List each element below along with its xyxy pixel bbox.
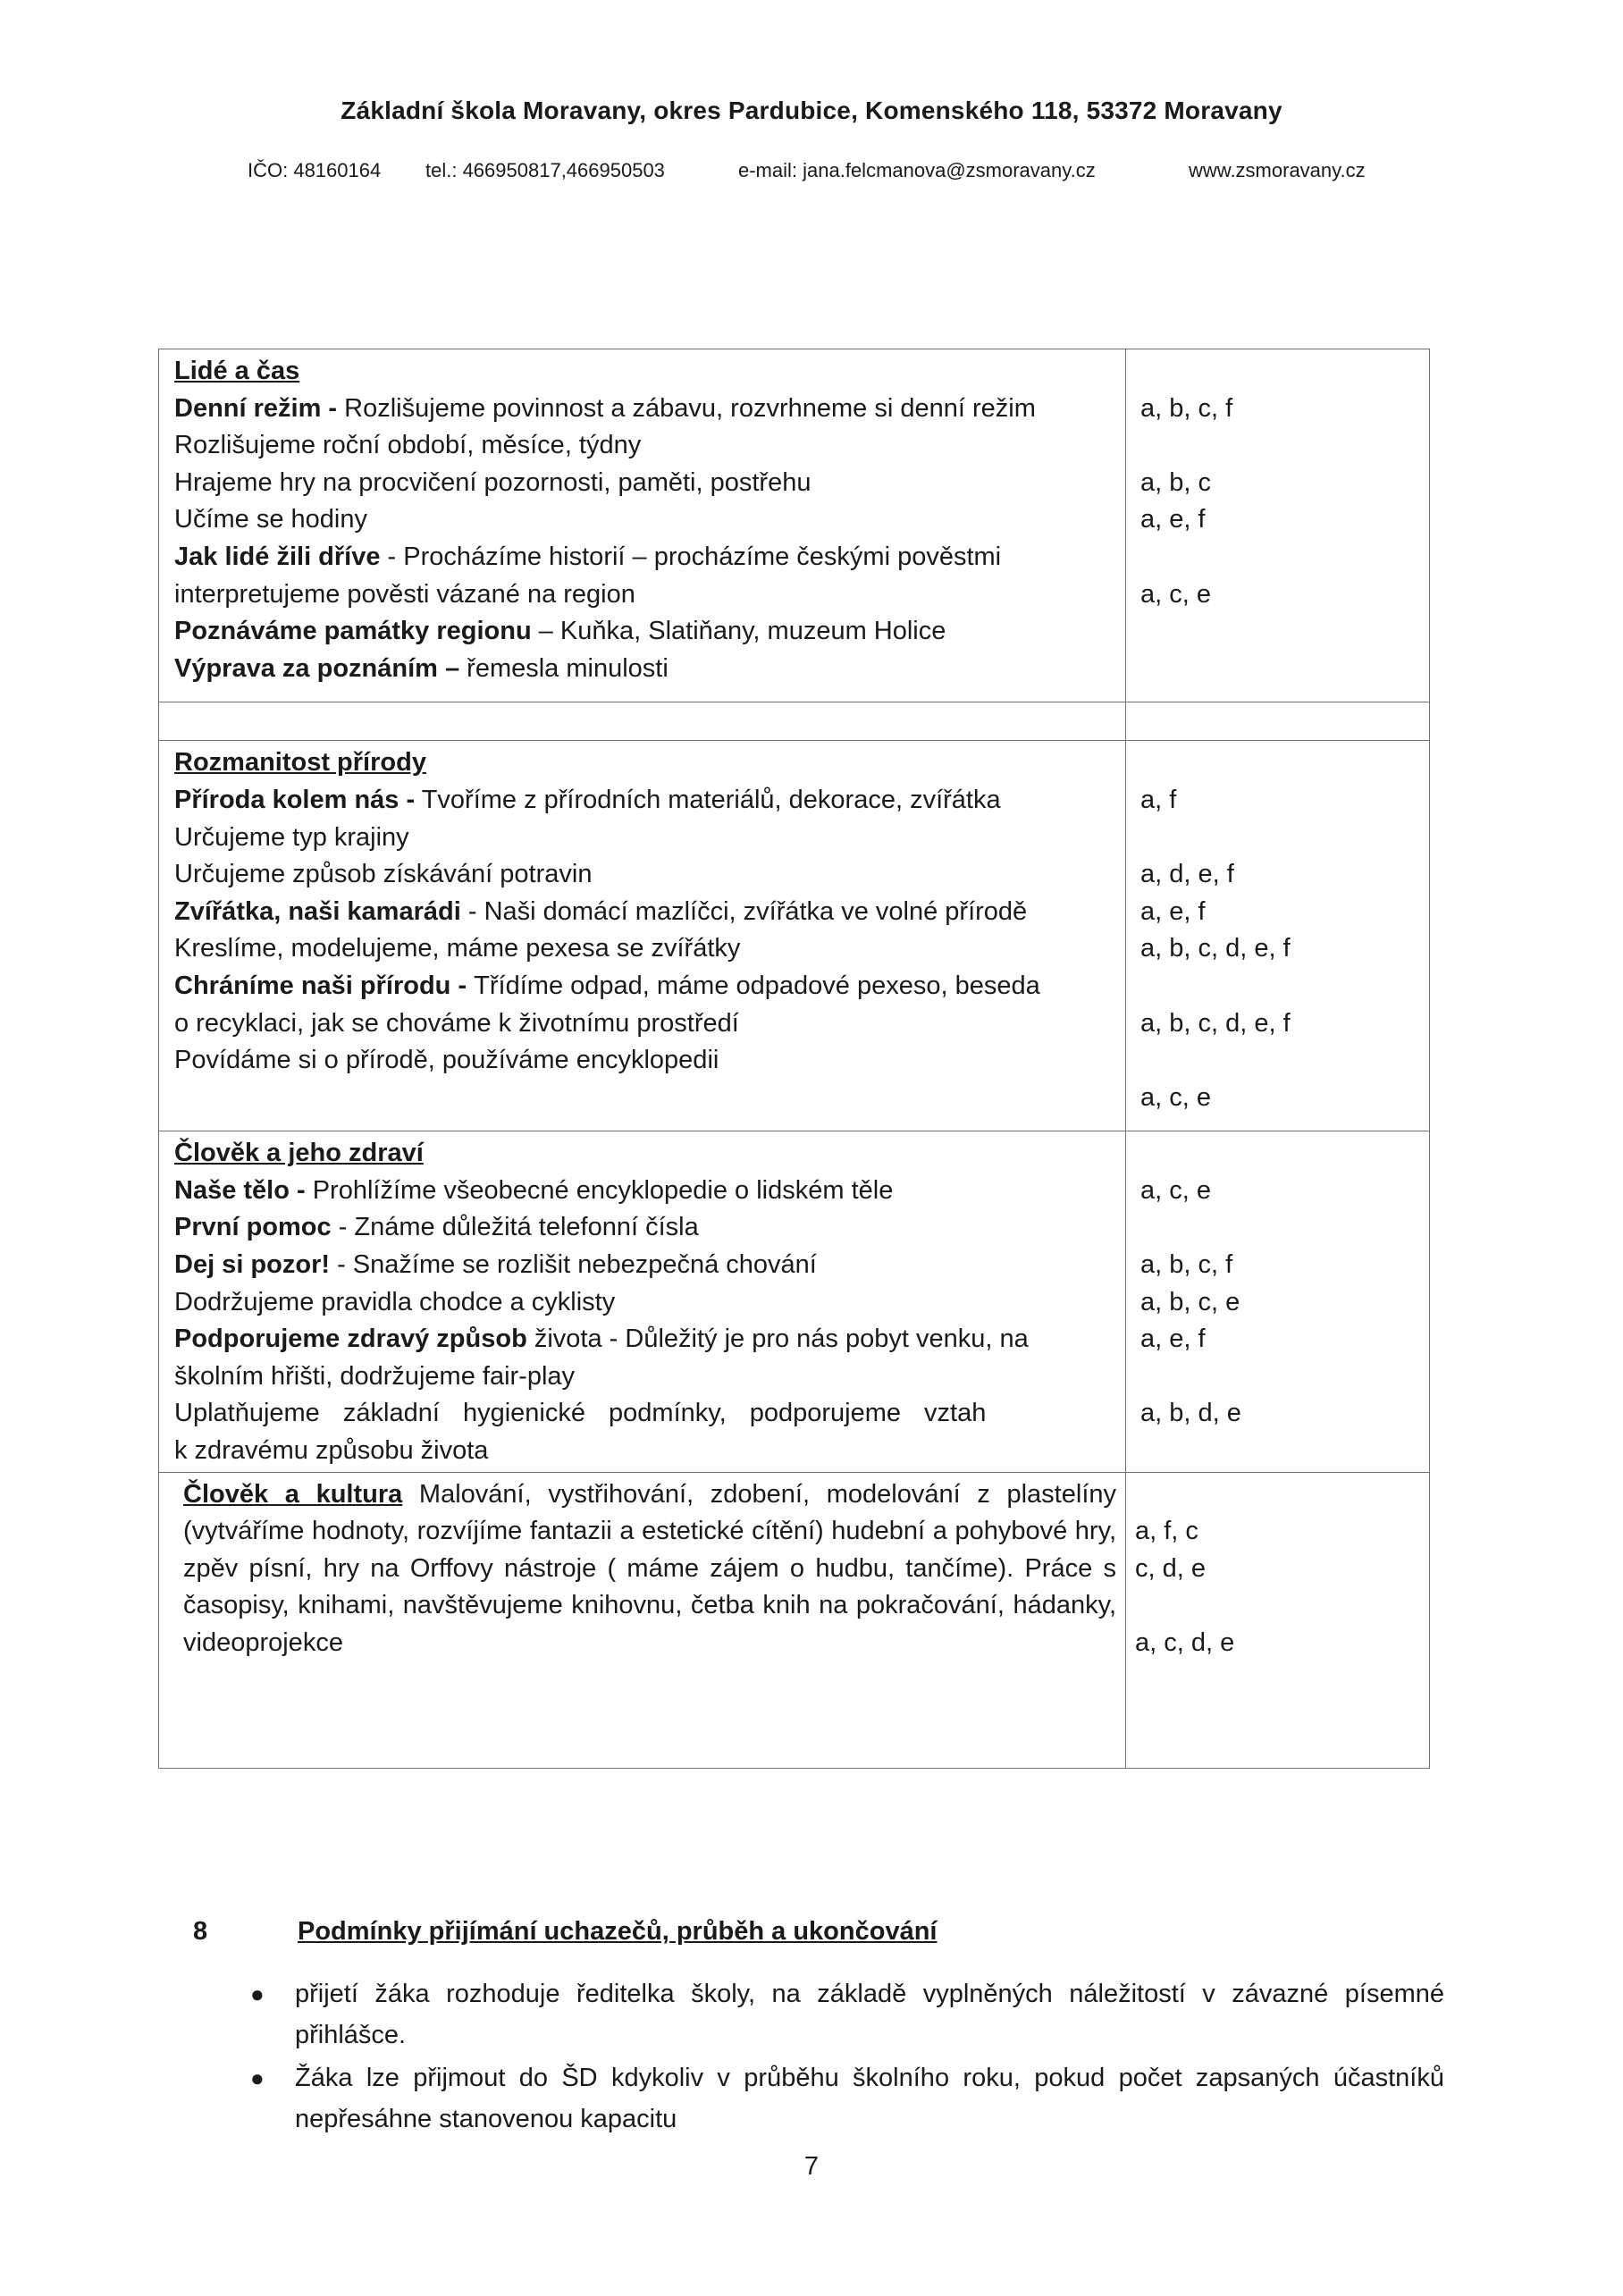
code: a, b, c, f [1140,1250,1233,1280]
text-line: Naše tělo - Prohlížíme všeobecné encyklopedie o lidském těle [174,1175,894,1205]
code: a, e, f [1140,1325,1206,1354]
text-line: Učíme se hodiny [174,505,367,534]
empty-cell [159,702,1126,741]
email[interactable]: e-mail: jana.felcmanova@zsmoravany.cz [738,159,1096,181]
text-line: Chráníme naši přírodu - Třídíme odpad, máme odpadové pexeso, beseda [174,971,1040,1000]
code [1140,539,1420,576]
code [1140,353,1420,391]
code: a, b, c, f [1140,393,1233,423]
kultura-content [159,1472,1126,1768]
code: a, c, e [1140,579,1211,609]
school-header: Základní škola Moravany, okres Pardubice, Komenského 118, 53372 Moravany [341,97,1282,124]
table-row-zdravi [159,1131,1430,1472]
text-line: Dej si pozor! - Snažíme se rozlišit nebezpečná chování [174,1250,817,1280]
section-heading: Rozmanitost přírody [174,748,426,778]
phone: tel.: 466950817,466950503 [425,159,665,181]
bullet-icon: ● [250,1981,265,2007]
text-line: Denní režim - Rozlišujeme povinnost a zábavu, rozvrhneme si denní režim [174,393,1036,423]
table-row-kultura [159,1472,1430,1768]
table-row-empty [159,702,1430,741]
activity-table [158,349,1430,1769]
text-line: Poznáváme památky regionu – Kuňka, Slatiňany, muzeum Holice [174,617,946,646]
code: a, b, c, e [1140,1287,1240,1316]
code: a, c, d, e [1135,1628,1235,1657]
text-line: o recyklaci, jak se chováme k životnímu prostředí [174,1008,739,1038]
code [1140,1209,1420,1247]
kultura-codes [1126,1472,1430,1768]
section-title: Podmínky přijímání uchazečů, průběh a ukončování [298,1917,938,1946]
text-line: Příroda kolem nás - Tvoříme z přírodních materiálů, dekorace, zvířátka [174,785,1001,814]
text-line: Určujeme způsob získávání potravin [174,860,593,889]
list-item: ● Žáka lze přijmout do ŠD kdykoliv v průběhu školního roku, pokud počet zapsaných účastníků nepřesáhne stanovenou kapacitu [241,2057,1444,2140]
text-line: Jak lidé žili dříve - Procházíme historií – procházíme českými pověstmi [174,542,1002,571]
bullet-icon: ● [250,2065,265,2091]
lide-codes [1126,349,1430,702]
priroda-content [159,741,1126,1131]
text-line: Podporujeme zdravý způsob života - Důležitý je pro nás pobyt venku, na [174,1325,1029,1354]
text-line: Určujeme typ krajiny [174,822,409,852]
code: a, b, d, e [1140,1399,1241,1428]
section-number: 8 [193,1917,208,1946]
code [1135,1587,1420,1625]
text-line: školním hřišti, dodržujeme fair-play [174,1361,576,1391]
ico: IČO: 48160164 [248,159,382,181]
code: a, f, c [1135,1517,1198,1546]
text-line: První pomoc - Známe důležitá telefonní čísla [174,1213,699,1242]
code [1140,820,1420,857]
code: a, f [1140,785,1177,814]
text-line: Hrajeme hry na procvičení pozornosti, paměti, postřehu [174,467,812,497]
code: a, e, f [1140,896,1206,926]
code [1140,1135,1420,1173]
code: a, e, f [1140,505,1206,534]
text-line: Dodržujeme pravidla chodce a cyklisty [174,1287,616,1316]
code [1140,1358,1420,1396]
code [1140,968,1420,1005]
section-heading: Lidé a čas [174,357,300,385]
code: a, c, e [1140,1175,1211,1205]
section-heading: Člověk a jeho zdraví [174,1139,424,1168]
lide-content [159,349,1126,702]
code: a, b, c [1140,467,1211,497]
website[interactable]: www.zsmoravany.cz [1189,159,1366,181]
text-line: k zdravému způsobu života [174,1436,489,1466]
section-heading: Člověk a kultura [183,1479,403,1509]
text-line: Rozlišujeme roční období, měsíce, týdny [174,431,642,460]
text-line: Uplatňujeme základní hygienické podmínky, podporujeme vztah [174,1399,987,1428]
code [1140,744,1420,782]
table-row-priroda [159,741,1430,1131]
code: c, d, e [1135,1553,1206,1583]
list-item: ● přijetí žáka rozhoduje ředitelka školy, na základě vyplněných náležitostí v závazné písemné přihlášce. [241,1973,1444,2056]
zdravi-content [159,1131,1126,1472]
empty-cell [1126,702,1430,741]
code: a, d, e, f [1140,860,1234,889]
code [1140,427,1420,465]
kultura-paragraph: Člověk a kultura Malování, vystřihování, zdobení, modelování z plastelíny (vytváříme hodnoty, rozvíjíme fantazii a estetické cítění) hudební a pohybové hry, zpěv písní, hry na Orffovy nástroje ( máme zájem o hudbu, tančíme). Práce s časopisy, knihami, navštěvujeme knihovnu, četba knih na pokračování, hádanky, videoprojekce [183,1479,1116,1657]
code: a, b, c, d, e, f [1140,1008,1291,1038]
code [1135,1476,1420,1514]
code: a, c, e [1140,1082,1211,1112]
text-line: Výprava za poznáním – řemesla minulosti [174,653,669,683]
zdravi-codes [1126,1131,1430,1472]
text-line: Povídáme si o přírodě, používáme encyklopedii [174,1046,719,1075]
code [1140,1042,1420,1080]
priroda-codes [1126,741,1430,1131]
text-line: interpretujeme pověsti vázané na region [174,579,635,609]
text-line: Kreslíme, modelujeme, máme pexesa se zvířátky [174,934,741,963]
text-line: Zvířátka, naši kamarádi - Naši domácí mazlíčci, zvířátka ve volné přírodě [174,896,1028,926]
page-number: 7 [803,2152,820,2181]
table-row-lide [159,349,1430,702]
bullet-list [241,1973,1444,2141]
code: a, b, c, d, e, f [1140,934,1291,963]
